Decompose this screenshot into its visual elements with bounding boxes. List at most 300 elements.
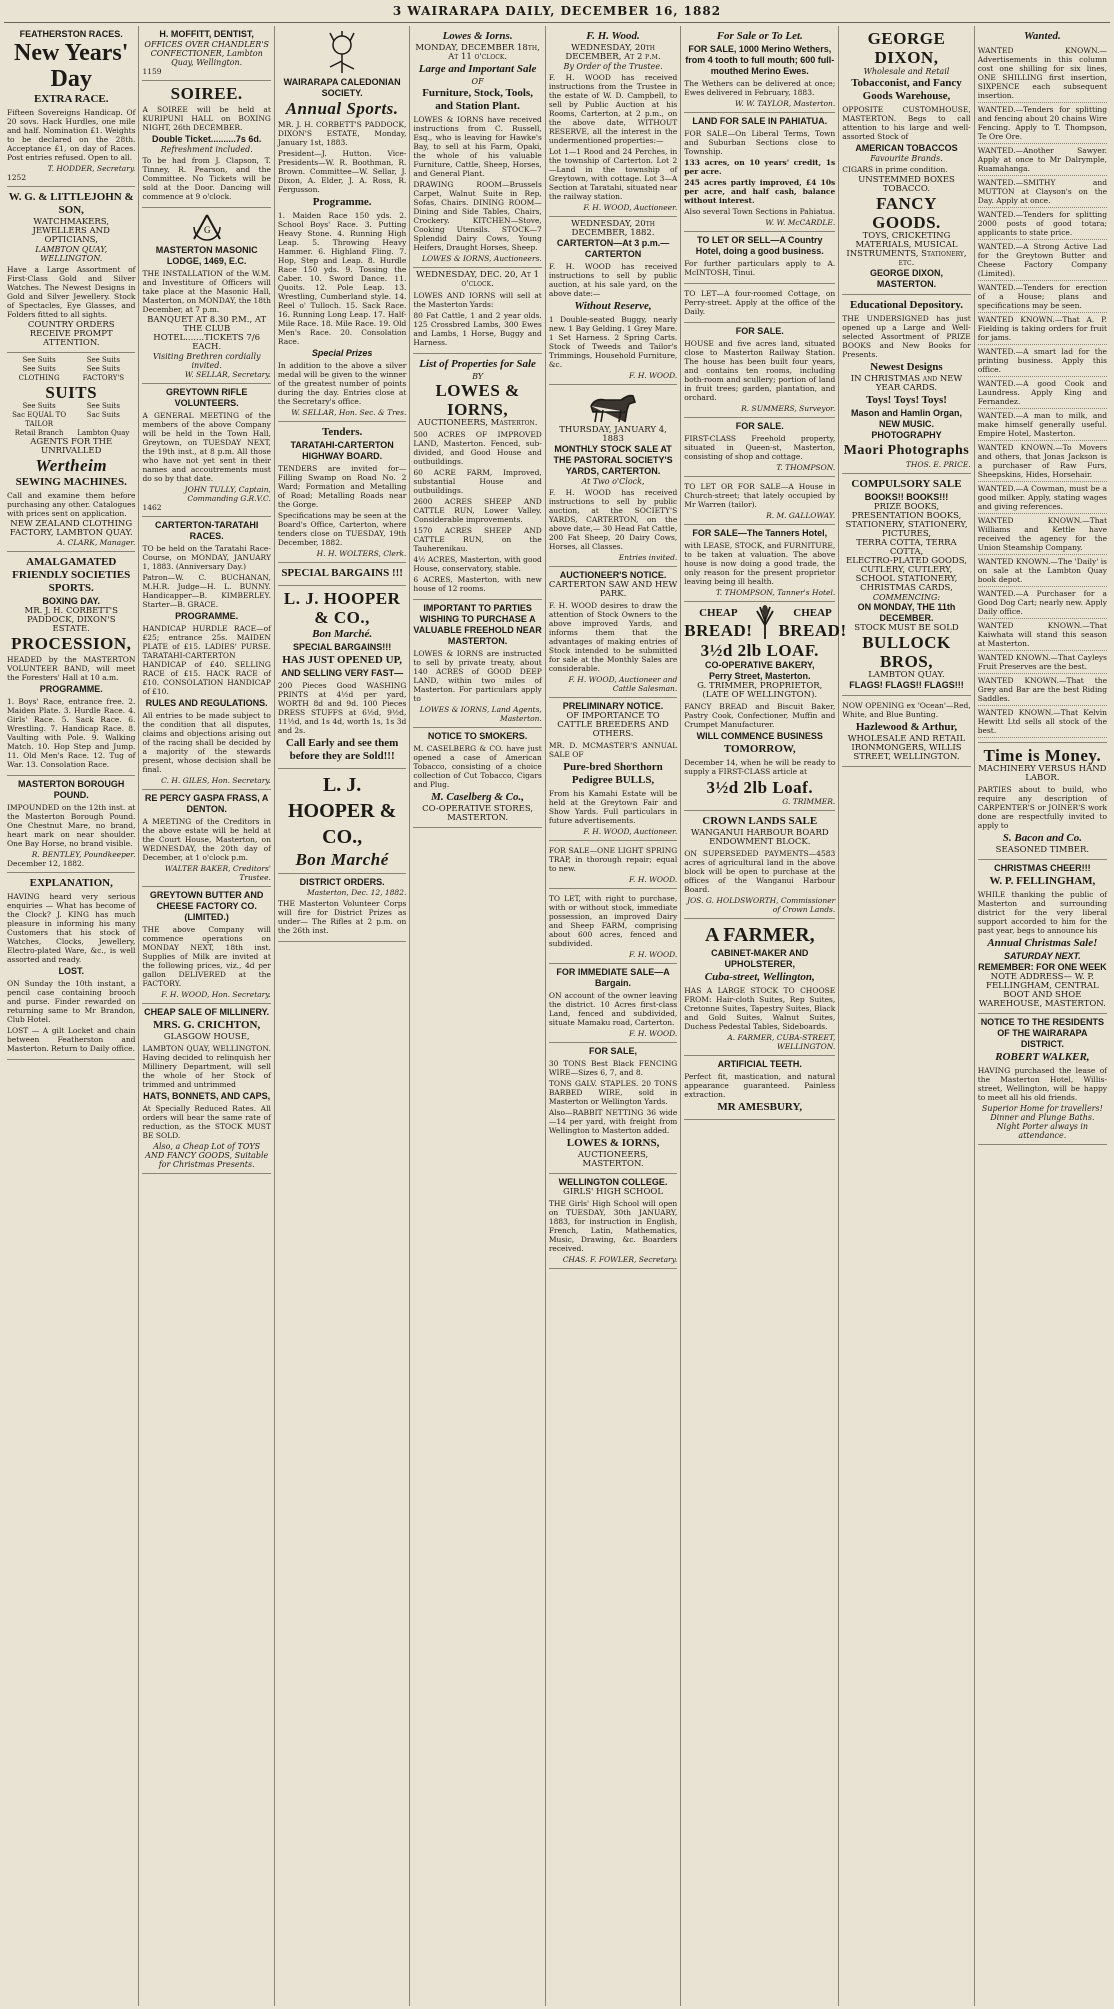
- ad-title: COMPULSORY SALE: [851, 478, 962, 490]
- ad-signature: JOHN TULLY, Captain, Commanding G.R.V.C.: [184, 485, 271, 503]
- ad-body: FOR SALE—On Liberal Terms, Town and Suburban Sections close to Township.: [684, 129, 836, 156]
- ad-subtitle: Bon Marché.: [312, 628, 373, 640]
- ad-headline: Furniture, Stock, Tools, and Station Plant.: [422, 87, 533, 112]
- ad-headline: New Years' Day: [14, 40, 129, 92]
- ad-title: F. H. Wood.: [586, 30, 640, 42]
- ad-body: F. H. WOOD has received instructions from the Trustee in the estate of W. D. Campbell, to sell by Public Auction at his Rooms, Carterton, at 2 p.m., on the above date, WITHOUT RESERVE, all the interest in the undermentioned properties:—: [548, 73, 678, 145]
- ad-subtitle: MACHINERY VERSUS HAND LABOR.: [978, 764, 1107, 783]
- ad-title: IMPORTANT TO PARTIES WISHING TO PURCHASE A VALUABLE FREEHOLD NEAR MASTERTON.: [413, 603, 542, 646]
- list-item: ELECTRO-PLATED GOODS,: [846, 556, 967, 566]
- ad-cottage-to-let: [684, 284, 835, 323]
- list-item: 2600 ACRES SHEEP AND CATTLE RUN, Lower Valley. Considerable improvements.: [413, 497, 542, 524]
- ad-tenders: [278, 422, 406, 563]
- thistle-icon: [278, 31, 406, 75]
- grid-cell: See Suits: [86, 356, 120, 364]
- ad-note: IN CHRISTMAS and NEW YEAR CARDS.: [850, 374, 963, 393]
- ad-caledonian-society: [278, 26, 406, 422]
- ad-name: MRS. G. CRICHTON,: [153, 1019, 261, 1031]
- ad-signature: H. H. WOLTERS, Clerk.: [316, 549, 407, 558]
- wanted-item: WANTED KNOWN.—That Kelvin Hewitt Ltd sells all stock of the best.: [978, 706, 1107, 738]
- ad-body: FANCY BREAD and Biscuit Baker, Pastry Cook, Confectioner, Muffin and Crumpet Manufacturer.: [684, 702, 836, 729]
- ad-signature: Night Porter always in attendance.: [996, 1122, 1089, 1140]
- ad-body: TO LET OR FOR SALE—A House in Church-street; that lately occupied by Mr Warren (tailor).: [684, 482, 836, 509]
- ad-headline: BOOKS!! BOOKS!!!: [864, 492, 949, 502]
- ad-date: Masterton, Dec. 12, 1882.: [306, 888, 407, 897]
- ad-signature: JOS. G. HOLDSWORTH, Commissioner of Crown Lands.: [687, 896, 836, 914]
- grid-cell: Retail Branch: [14, 429, 64, 437]
- ad-signature: C. H. GILES, Hon. Secretary.: [161, 776, 271, 785]
- ad-signature: F. H. WOOD, Auctioneer.: [583, 203, 678, 212]
- ad-signature: T. THOMPSON, Tanner's Hotel.: [715, 588, 836, 597]
- ad-body: LOST — A gilt Locket and chain between Featherston and Masterton. Return to Daily office.: [7, 1026, 136, 1053]
- ad-body: PARTIES about to build, who require any description of CARPENTER'S or JOINER'S work done are respectfully invited to apply to: [977, 785, 1108, 830]
- ad-body: LOWES & IORNS have received instructions from C. Russell, Esq., who is leaving for Hawke's Bay, to sell at his Farm, Opaki, the whole of his valuable Furniture, Cattle, Sheep, Horses, and General Plant.: [413, 115, 542, 178]
- ad-body: TO be held on the Taratahi Race-Course, on MONDAY, JANUARY 1, 1883. (Anniversary Day.): [142, 544, 271, 571]
- wanted-item: WANTED KNOWN.—That Kaiwhata will stand this season at Masterton.: [978, 619, 1107, 651]
- ad-body: 80 Fat Cattle, 1 and 2 year olds. 125 Crossbred Lambs, 300 Ewes and Lambs, 1 Horse, Buggy and Harness.: [413, 311, 542, 347]
- ad-subtitle: CARTERTON SAW AND HEW PARK.: [548, 580, 678, 599]
- ad-body: THE Masterton Volunteer Corps will fire for District Prizes as under— The Rifles at 2 p.m. on the 26th inst.: [277, 899, 407, 935]
- ad-title: Lowes & Iorns.: [442, 30, 513, 42]
- column-5: [546, 26, 681, 2006]
- ad-hooper-bon-marche: [278, 586, 406, 769]
- ad-subtitle: WANGANUI HARBOUR BOARD ENDOWMENT BLOCK.: [690, 828, 829, 847]
- wanted-item: WANTED.—Tenders for erection of a House; plans and specifications may be seen.: [978, 281, 1107, 313]
- wanted-item: WANTED KNOWN.—That the Grey and Bar are the best Riding Saddles.: [978, 674, 1107, 706]
- bread-header: [684, 605, 847, 641]
- ad-title: FOR SALE,: [589, 1046, 638, 1056]
- ad-subtitle: By Order of the Trustee.: [563, 62, 663, 71]
- ad-body: OFFICES OVER CHANDLER'S CONFECTIONER, Lambton Quay, Wellington.: [144, 40, 269, 67]
- ad-friendly-societies: [7, 552, 135, 776]
- ad-body: 200 Pieces Good WASHING PRINTS at 4½d per yard, WORTH 8d and 9d. 100 Pieces DRESS STUFFS at 6½d, 9½d, 11½d, and 1s 4d, worth 1s, 1s 3d and 2s.: [277, 681, 407, 735]
- ad-headline: FLAGS! FLAGS!! FLAGS!!!: [849, 680, 964, 690]
- ad-headline: NEW MUSIC.: [878, 419, 934, 429]
- ad-note: BANQUET AT 8.30 P.M., AT THE CLUB HOTEL.......TICKETS 7/6 EACH.: [147, 315, 267, 352]
- ad-headline: Pure-bred Shorthorn Pedigree BULLS,: [563, 761, 663, 786]
- ad-note: Entries invited.: [618, 553, 678, 562]
- ad-signature: F. H. WOOD.: [629, 1029, 678, 1038]
- ad-subtitle: BOXING DAY.: [42, 596, 101, 606]
- ad-note: UNSTEMMED BOXES TOBACCO.: [858, 175, 955, 194]
- ad-name: MR AMESBURY,: [717, 1101, 803, 1113]
- ad-pastoral-stock-sale: [549, 385, 677, 567]
- grid-cell: See Suits: [22, 402, 56, 410]
- ad-body: 1. Boys' Race, entrance free. 2. Maiden Plate. 3. Hurdle Race. 4. Girls' Race. 5. Sack Race. 6. Wrestling. 7. Handicap Race. 8. Vaulting with Pole. 9. Walking Match. 10. Hop Step and Jump. 11. Old Men's Race. 12. Tug of War. 13. Consolation Race.: [7, 697, 136, 769]
- wanted-item: WANTED KNOWN.—Advertisements in this column cost one shilling for six lines, ONE SHILLING first insertion, SIXPENCE each subsequent insertion.: [978, 44, 1107, 103]
- list-item: 1570 ACRES SHEEP AND CATTLE RUN, on the Tauherenikau.: [413, 526, 542, 553]
- ad-note: COMMENCING:: [872, 593, 941, 602]
- ad-body: 1. Maiden Race 150 yds. 2. School Boys' Race. 3. Putting Heavy Stone. 4. Running High Leap. 5. Throwing Heavy Hammer. 6. Highland Fling. 7. Hop, Step and Leap. 8. Hurdle Race 150 yds. 9. Tossing the Caber. 10. Sword Dance. 11. Quoits. 12. Pole Leap. 13. Wrestling, Cumberland style. 14. Reel o' Tulloch. 15. Sack Race. 16. Running Long Leap. 17. Half-Mile Race. 18. Mile Race. 19. Old Men's Race. 20. Consolation Race.: [277, 211, 407, 346]
- ad-shorthorn-bulls: [549, 698, 677, 841]
- bread-headline: BREAD!: [684, 621, 753, 640]
- ad-carterton-races: [142, 517, 270, 790]
- ad-body: TENDERS are invited for— Filling Swamp on Road No. 2 Ward; Formation and Metalling of Road; Metalling Roads near the Gorge.: [277, 464, 407, 509]
- ad-section-title: RULES AND REGULATIONS.: [145, 698, 268, 708]
- ad-body: F. H. WOOD has received instructions to sell by public auction, at the SOCIETY'S YARDS, CARTERTON, on the above date,— 30 Head Fat Cattle, 200 Fat Sheep, 20 Dairy Cows, Horses, all Classes.: [548, 488, 678, 551]
- ad-notice-to-smokers: [413, 728, 541, 828]
- columns: [4, 26, 1110, 2006]
- ad-title: AUCTIONEER'S NOTICE.: [559, 570, 667, 580]
- ad-body: To be had from J. Clapson, T. Tinney, R. Pearson, and the Committee. No Tickets will be sold at the Door. Dancing will commence at 9 o'clock.: [142, 156, 271, 201]
- ad-body: THE Girls' High School will open on TUESDAY, 30th JANUARY, 1883, for instruction in English, French, Latin, Mathematics, Music, Drawing, &c. Boarders received.: [548, 1199, 678, 1253]
- ad-body: WHILE thanking the public of Masterton and surrounding district for the very liberal support accorded to him for the past year, begs to announce his: [977, 890, 1108, 935]
- ad-name: A FARMER,: [704, 924, 815, 946]
- ad-body: Patron—W. C. BUCHANAN, M.H.R. Judge—H. L. BUNNY. Handicapper—B. KIMBERLEY. Starter—B. GRACE.: [142, 573, 271, 609]
- ad-body: LOWES AND IORNS will sell at the Masterton Yards:: [413, 291, 542, 309]
- ad-body: M. CASELBERG & CO. have just opened a case of American Tobacco, consisting of a choice collection of Cut Tobacco, Cigars and Plug.: [413, 744, 542, 789]
- ad-auctioneers-notice: [549, 567, 677, 698]
- ad-headline: PHOTOGRAPHY: [871, 430, 942, 440]
- ad-title: H. MOFFITT, DENTIST,: [159, 29, 254, 39]
- ad-title: Time is Money.: [983, 746, 1102, 765]
- wheat-sheaf-icon: [752, 605, 778, 641]
- ad-title: List of Properties for Sale: [419, 358, 536, 370]
- ad-dentist-moffitt: [142, 26, 270, 81]
- ad-signature: W. W. TAYLOR, Masterton.: [734, 99, 836, 108]
- ad-title: GREYTOWN BUTTER AND CHEESE FACTORY CO. (LIMITED.): [149, 890, 264, 922]
- grid-cell: Sac Suits: [86, 411, 120, 419]
- list-item: CUTLERY, CUTLERY,: [860, 565, 953, 575]
- list-item: 4½ ACRES, Masterton, with good House, conservatory, stable.: [413, 555, 542, 573]
- ad-date: WEDNESDAY, 20th DECEMBER, At 2 p.m.: [565, 43, 661, 62]
- ad-headline: HAS JUST OPENED UP,: [282, 654, 403, 666]
- ad-title: TARATAHI-CARTERTON HIGHWAY BOARD.: [290, 440, 394, 461]
- ad-lowes-furniture-sale: [413, 26, 541, 268]
- ad-address: Cuba-street, Wellington,: [704, 971, 815, 983]
- ad-george-dixon: [842, 26, 970, 295]
- grid-cell: FACTORY'S: [82, 374, 125, 382]
- ad-signature: F. H. WOOD, Auctioneer.: [583, 827, 678, 836]
- wanted-item: WANTED.—Tenders for splitting 2000 posts of good totara; applicants to state price.: [978, 208, 1107, 240]
- ad-subtitle: Favourite Brands.: [870, 154, 943, 163]
- ad-body: HAS A LARGE STOCK TO CHOOSE FROM: Hair-cloth Suites, Rep Suites, Cretonne Suites, Tapestry Suites, Black and Gold Suites, Walnut Suites, Duchess Pedestal Tables, Sideboards.: [684, 986, 836, 1031]
- ad-signature: A. CLARK, Manager.: [57, 538, 136, 547]
- ad-title: W. G. & LITTLEJOHN & SON,: [8, 191, 134, 216]
- ad-compulsory-sale: [842, 474, 970, 696]
- ad-body: HANDICAP HURDLE RACE—of £25; entrance 25s. MAIDEN PLATE of £15. LADIES' PURSE. TARATAHI-CARTERTON HANDICAP of £40. SELLING RACE of £15. HACK RACE of £10. CONSOLATION HANDICAP of £10.: [142, 624, 271, 696]
- ad-headline: Annual Christmas Sale!: [987, 937, 1098, 949]
- section-title: For Sale or To Let.: [716, 30, 803, 42]
- ad-name: CO-OPERATIVE BAKERY,: [705, 660, 815, 670]
- ad-cheap-bread: [684, 602, 847, 811]
- ad-body: THE INSTALLATION of the W.M. and Investiture of Officers will take place at the Masonic Hall, Masterton, on MONDAY, the 18th December, at 7 p.m.: [142, 269, 271, 314]
- ad-borough-pound: [7, 776, 135, 873]
- ad-house-five-acres: [684, 323, 835, 418]
- ad-body: December 14, when he will be ready to supply a FIRST-CLASS article at: [684, 758, 836, 776]
- ad-section-title: Programme.: [312, 196, 372, 208]
- ad-hazlewood-arthur: [842, 696, 970, 767]
- wanted-item: WANTED.—A smart lad for the printing business. Apply this office.: [978, 345, 1107, 377]
- ad-subtitle: Wholesale and Retail: [863, 67, 950, 76]
- column-6: [681, 26, 847, 2006]
- wanted-item: WANTED.—A Purchaser for a Good Dog Cart; nearly new. Apply Daily office.: [978, 587, 1107, 619]
- ad-robert-walker: [978, 1014, 1107, 1145]
- wanted-item: WANTED KNOWN.—That Williams and Kettle have received the agency for the Union Steamship Company.: [978, 514, 1107, 555]
- ad-crichton-millinery: [142, 1004, 270, 1174]
- wanted-item: WANTED.—A Cowman, must be a good milker. Apply, stating wages and giving references.: [978, 482, 1107, 514]
- ad-title: TO LET OR SELL—A Country Hotel, doing a good business.: [695, 235, 824, 256]
- ad-date: WEDNESDAY, 20th DECEMBER, 1882.: [571, 219, 655, 238]
- ad-title: CARTERTON—At 3 p.m.—CARTERTON: [556, 238, 670, 259]
- ad-body: MR. J. H. CORBETT'S PADDOCK, DIXON'S ESTATE.: [24, 606, 118, 634]
- ad-title: FOR IMMEDIATE SALE—A Bargain.: [556, 967, 670, 988]
- ad-subtitle: CABINET-MAKER AND UPHOLSTERER,: [711, 948, 809, 969]
- ad-title: AMALGAMATED FRIENDLY SOCIETIES SPORTS.: [12, 556, 131, 594]
- ad-title: MASTERTON MASONIC LODGE, 1469, E.C.: [155, 245, 258, 266]
- grid-cell: Sac EQUAL TO TAILOR: [12, 411, 67, 428]
- ad-title: FOR SALE.: [735, 421, 784, 431]
- ad-greytown-rifles: [142, 384, 270, 517]
- ad-headline: Newest Designs: [870, 361, 943, 373]
- ad-ref: 1462: [142, 503, 162, 512]
- suits-grid-2: [7, 402, 135, 438]
- ad-title: SOIREE.: [170, 84, 243, 103]
- ad-body: For further particulars apply to A. McINTOSH, Tinui.: [684, 259, 836, 277]
- ad-title: CROWN LANDS SALE: [702, 815, 818, 827]
- ad-body: All entries to be made subject to the condition that all disputes, claims and objections arising out of the racing shall be decided by a majority of the stewards present, whose decision shall be final.: [142, 711, 271, 774]
- ad-body: FIRST-CLASS Freehold property, situated in Queen-st, Masterton, consisting of shop and cottage.: [684, 434, 836, 461]
- suits-grid: [7, 356, 135, 383]
- bread-left: [684, 606, 752, 640]
- ad-headline: Annual Sports.: [285, 99, 399, 118]
- ad-body: The Wethers can be delivered at once; Ewes delivered in February, 1883.: [684, 79, 836, 97]
- ad-body: with LEASE, STOCK, and FURNITURE, to be taken at valuation. The above house is now doing a good trade, the only reason for the present proprietor leaving being ill health.: [684, 541, 836, 586]
- ad-date: WEDNESDAY, DEC. 20, At 1 o'clock.: [416, 270, 540, 289]
- ad-title: ARTIFICIAL TEETH.: [717, 1059, 802, 1069]
- bread-label: CHEAP: [793, 607, 832, 619]
- ad-brand: Wertheim: [35, 456, 108, 475]
- ad-body: NOW OPENING ex 'Ocean'—Red, White, and Blue Bunting.: [842, 701, 971, 719]
- svg-text:G: G: [203, 225, 211, 235]
- ad-headline: HATS, BONNETS, AND CAPS,: [143, 1091, 271, 1101]
- wanted-item: WANTED.—Tenders for splitting and fencing about 20 chains Wire Fencing. Apply to T. Thompson, Te Ore Ore.: [978, 103, 1107, 144]
- list-item: 245 acres partly improved, £4 10s per acre, and half cash, balance without interest.: [684, 178, 836, 205]
- ad-title: MONTHLY STOCK SALE AT THE PASTORAL SOCIETY'S YARDS, CARTERTON.: [553, 444, 673, 476]
- ad-date: THURSDAY, JANUARY 4, 1883: [559, 425, 667, 444]
- ad-subtitle: WATCHMAKERS, JEWELLERS AND OPTICIANS,: [32, 217, 110, 245]
- ad-ref: 1159: [142, 67, 162, 76]
- ad-body: Perfect fit, mastication, and natural appearance guaranteed. Painless extraction.: [684, 1072, 836, 1099]
- ad-body: FOR SALE—ONE LIGHT SPRING TRAP, in thorough repair; equal to new.: [548, 846, 678, 873]
- ad-lowes-cattle-sale: [413, 268, 541, 354]
- wanted-item: WANTED.—A Strong Active Lad for the Greytown Butter and Cheese Factory Company (Limited).: [978, 240, 1107, 281]
- masthead: 3 WAIRARAPA DAILY, DECEMBER 16, 1882: [4, 4, 1110, 23]
- ad-headline: Without Reserve,: [574, 300, 652, 312]
- ad-headline: Tobacconist, and Fancy Goods Warehouse,: [851, 77, 962, 102]
- grid-cell: See Suits: [86, 365, 120, 373]
- ad-body: DRAWING ROOM—Brussels Carpet, Walnut Suite in Rep, Sofas, Chairs. DINING ROOM—Dining and Side Tables, Chairs, Crockery. KITCHEN—Stove, Cooking Utensils. STOCK—7 Splendid Dairy Cows, Young Heifers, Draught Horses, Sheep.: [413, 180, 542, 252]
- list-item: CHRISTMAS CARDS,: [860, 583, 953, 593]
- ad-signature: W. W. McCARDLE.: [765, 218, 836, 227]
- ad-fellingham-christmas: [978, 860, 1107, 1014]
- ad-signature: A. FARMER, CUBA-STREET, WELLINGTON.: [727, 1033, 836, 1051]
- ad-body: CIGARS in prime condition.: [842, 165, 948, 174]
- ad-address: LAMBTON QUAY.: [868, 670, 945, 680]
- ad-signature: CHAS. F. FOWLER, Secretary.: [562, 1255, 678, 1264]
- ad-title: DISTRICT ORDERS.: [299, 877, 385, 887]
- ad-title: FEATHERSTON RACES.: [19, 29, 123, 39]
- ad-name: S. Bacon and Co.: [1002, 832, 1082, 844]
- ad-price: Double Ticket..........7s 6d.: [151, 134, 262, 144]
- ad-name: W. P. FELLINGHAM,: [989, 875, 1096, 887]
- ad-wood-trustee-sale: [549, 26, 677, 217]
- bread-headline: BREAD!: [778, 621, 847, 640]
- ad-subtitle: G. TRIMMER, PROPRIETOR, (LATE OF WELLINGTON).: [697, 681, 823, 700]
- ad-name: M. Caselberg & Co.,: [431, 791, 525, 803]
- ad-name: L. J. HOOPER & CO.,: [283, 589, 401, 627]
- ad-signature: W. SELLAR, Hon. Sec. & Tres.: [291, 408, 407, 417]
- ad-body: Fifteen Sovereigns Handicap. Of 20 sovs. Hack Hurdles, one mile and half. Nomination £1. Weights to be declared on the 28th. Acceptance £1, on day of Races. Post entries refused. Open to all.: [7, 108, 136, 162]
- ad-freehold-queen-st: [684, 418, 835, 477]
- ad-subtitle: WHOLESALE AND RETAIL IRONMONGERS, WILLIS STREET, WELLINGTON.: [847, 734, 966, 762]
- ad-ref: 1252: [7, 173, 27, 182]
- ad-body: OPPOSITE CUSTOMHOUSE, MASTERTON. Begs to call attention to his large and well-assorted Stock of: [842, 105, 971, 141]
- ad-body: President—J. Hutton. Vice-Presidents—W. R. Boothman, R. Brown. Committee—W. Sellar, J. Dixon, A. Elder, J. A. Ross, R. Fergusson.: [277, 149, 407, 194]
- column-3: [275, 26, 410, 2006]
- ad-body: In addition to the above a silver medal will be given to the winner of the greatest number of points during the day. Entries close at the Secretary's office.: [277, 361, 407, 406]
- ad-subtitle: AUCTIONEERS, Masterton.: [417, 418, 538, 428]
- ad-title: EXPLANATION,: [29, 877, 113, 889]
- grid-cell: CLOTHING: [18, 374, 60, 382]
- ad-merino-wethers: [684, 26, 835, 113]
- ad-subtitle: AUCTIONEERS, MASTERTON.: [577, 1150, 649, 1169]
- ad-callout: Call Early and see them before they are Sold!!!: [285, 737, 399, 762]
- ad-body: At Specially Reduced Rates. All orders will bear the same rate of reduction, as the STOCK MUST BE SOLD.: [142, 1104, 271, 1140]
- ad-note: Visiting Brethren cordially invited.: [152, 352, 261, 370]
- ad-signature: F. H. WOOD, Hon. Secretary.: [161, 990, 271, 999]
- ad-title: RE PERCY GASPA FRASS, A DENTON.: [144, 793, 269, 814]
- ad-signature: LOWES & IORNS, Land Agents, Masterton.: [419, 705, 542, 723]
- ad-price: 3½d 2lb LOAF.: [700, 641, 819, 660]
- list-item: Also several Town Sections in Pahiatua.: [684, 207, 836, 216]
- ad-note: SEASONED TIMBER.: [995, 845, 1090, 855]
- ad-body: A GENERAL MEETING of the members of the above Company will be held in the Town Hall, Greytown, on TUESDAY NEXT, the 19th inst., at 8 p.m. All those who have not yet sent in their names and accoutrements must do so by that date.: [142, 411, 271, 483]
- ad-price: 3½d 2lb Loaf.: [706, 778, 814, 797]
- ad-headline: PROCESSION,: [11, 634, 132, 653]
- ad-title: LAND FOR SALE IN PAHIATUA.: [692, 116, 828, 126]
- ad-name: Hazlewood & Arthur,: [855, 721, 958, 733]
- grid-cell: See Suits: [22, 365, 56, 373]
- ad-body: ON Sunday the 10th instant, a pencil case containing brooch and purse. Finder rewarded on returning same to Mr Brandon, Club Hotel.: [7, 979, 136, 1024]
- ad-title: FOR SALE.: [735, 326, 784, 336]
- ad-section-title: Special Prizes: [311, 348, 373, 358]
- ad-headline: AMERICAN TOBACCOS: [855, 143, 958, 153]
- ad-farmer-cabinet-maker: [684, 919, 835, 1056]
- ad-subtitle: Bon Marché: [295, 850, 389, 869]
- ad-note: STOCK MUST BE SOLD: [854, 623, 959, 633]
- ad-title: FOR SALE—The Tanners Hotel,: [692, 528, 828, 538]
- ad-signature: W. SELLAR, Secretary.: [184, 370, 271, 379]
- ad-clothing-factory: [7, 353, 135, 552]
- ad-signature: WALTER BAKER, Creditors' Trustee.: [164, 864, 271, 882]
- ad-body: HEADED by the MASTERTON VOLUNTEER BAND, will meet the Foresters' Hall at 10 a.m.: [7, 655, 136, 682]
- ad-note: AGENTS FOR THE UNRIVALLED: [30, 437, 113, 456]
- wanted-section: [978, 26, 1107, 743]
- ad-subtitle: OF IMPORTANCE TO CATTLE BREEDERS AND OTHERS.: [557, 711, 669, 739]
- ad-date: SATURDAY NEXT.: [1003, 951, 1081, 961]
- ad-featherston-races: [7, 26, 135, 187]
- ad-special-bargains: [278, 563, 406, 586]
- ad-signature: F. H. WOOD, Auctioneer and Cattle Salesman.: [568, 675, 678, 693]
- ad-title: CHRISTMAS CHEER!!!: [994, 863, 1091, 873]
- ad-country-hotel: [684, 232, 835, 284]
- ad-immediate-sale: [549, 964, 677, 1043]
- ad-signature: R. BENTLEY, Poundkeeper.: [31, 850, 136, 859]
- ad-signature: T. THOMPSON.: [776, 463, 836, 472]
- ad-church-st-house: [684, 477, 835, 525]
- ad-littlejohn: [7, 187, 135, 353]
- ad-headline: Large and Important Sale: [418, 63, 537, 75]
- ad-headline: FOR SALE, 1000 Merino Wethers, from 4 tooth to full mouth; 600 full-mouthed Merino Ewes.: [685, 44, 835, 76]
- ad-note: Superior Home for travellers! Dinner and Plunge Baths.: [981, 1104, 1103, 1122]
- ad-body: F. H. WOOD has received instructions to sell by public auction, at his sale yard, on the above date:—: [548, 262, 678, 298]
- ad-name: BULLOCK BROS,: [862, 633, 951, 671]
- ad-section-title: PROGRAMME.: [39, 684, 103, 694]
- ad-freehold-notice: [413, 600, 541, 728]
- ad-masonic-lodge: [142, 208, 270, 384]
- ad-subtitle: At Two o'Clock,: [581, 477, 645, 486]
- ad-properties-for-sale: [413, 354, 541, 600]
- ad-company: NEW ZEALAND CLOTHING FACTORY, LAMBTON QUAY.: [9, 519, 133, 538]
- ad-crown-lands: [684, 811, 835, 919]
- ad-wood-carterton-sale: [549, 217, 677, 385]
- list-item: 6 ACRES, Masterton, with new house of 12 rooms.: [413, 575, 542, 593]
- ad-body: 30 TONS Best Black FENCING WIRE—Sizes 6, 7, and 8.: [548, 1059, 678, 1077]
- ad-body: THE UNDERSIGNED has just opened up a Large and Well-selected Assortment of PRIZE BOOKS and New Books for Presents.: [842, 314, 971, 359]
- ad-title: PRELIMINARY NOTICE.: [562, 701, 664, 711]
- ad-body: LOWES & IORNS are instructed to sell by private treaty, about 140 ACRES of GOOD DEEP LAND, within two miles of Masterton. For particulars apply to: [413, 649, 542, 703]
- ad-headline: Toys! Toys! Toys!: [866, 394, 947, 406]
- ad-tanners-hotel: [684, 525, 835, 602]
- ad-connector: OF: [471, 77, 484, 86]
- ad-body: F. H. WOOD desires to draw the attention of Stock Owners to the above improved Yards, and informs them that the advantages of making entries of Stock intended to be submitted for sale at the Monthly Sales are considerable.: [548, 601, 678, 673]
- wanted-item: WANTED KNOWN.—To Movers and others, that Jonas Jackson is a purchaser of Raw Furs, Sheepskins, Hides, Horsehair.: [978, 441, 1107, 482]
- ad-date: ON MONDAY, THE 11th DECEMBER.: [857, 602, 956, 623]
- ad-note: Refreshment included.: [160, 145, 253, 154]
- ad-signature: F. H. WOOD.: [629, 875, 678, 884]
- ad-title: CHEAP SALE OF MILLINERY.: [144, 1007, 270, 1017]
- ad-body: 1 Double-seated Buggy, nearly new. 1 Bay Gelding. 1 Grey Mare. 1 Set Harness. 2 Spring Carts. Stock of Tweeds and Tailor's Trimmings, Household Furniture, &c.: [548, 315, 678, 369]
- ad-signature: F. H. WOOD.: [629, 371, 678, 380]
- column-8: [975, 26, 1110, 2006]
- ad-body: TONS GALV. STAPLES. 20 TONS BARBED WIRE, sold in Masterton or Wellington Yards.: [548, 1079, 678, 1106]
- ad-title: CARTERTON-TARATAHI RACES.: [155, 520, 259, 541]
- ad-signature: R. M. GALLOWAY.: [766, 511, 836, 520]
- ad-address: NOTE ADDRESS— W. P. FELLINGHAM, CENTRAL BOOT AND SHOE WAREHOUSE, MASTERTON.: [978, 972, 1106, 1009]
- horse-icon: [549, 390, 677, 424]
- ad-date: December 12, 1882.: [7, 859, 85, 868]
- ad-explanation: [7, 873, 135, 1060]
- ad-address: LAMBTON QUAY, WELLINGTON.: [35, 245, 108, 263]
- ad-soiree: [142, 81, 270, 208]
- ad-pahiatua-land: [684, 113, 835, 232]
- ad-headline: WILL COMMENCE BUSINESS: [696, 731, 823, 741]
- ad-headline: SPECIAL BARGAINS!!!: [292, 642, 392, 652]
- ad-body: HAVING purchased the lease of the Masterton Hotel, Willis-street, Wellington, will be happy to meet all his old friends.: [977, 1066, 1108, 1102]
- ad-subtitle: GLASGOW HOUSE,: [163, 1032, 250, 1042]
- ad-body: From his Kamahi Estate will be held at the Greytown Fair and Show Yards. Full particulars in future advertisements.: [548, 789, 678, 825]
- ad-wellington-college: [549, 1174, 677, 1269]
- ad-educational-depository: [842, 295, 970, 474]
- ad-section-title: LOST.: [58, 966, 84, 976]
- ad-body: Call and examine them before purchasing any other. Catalogues with prices sent on application.: [7, 491, 136, 518]
- ad-title: WAIRARAPA CALEDONIAN SOCIETY.: [283, 77, 401, 98]
- column-2: [139, 26, 274, 2006]
- ad-callout: REMEMBER: FOR ONE WEEK: [978, 962, 1107, 972]
- column-7: [839, 26, 974, 2006]
- ad-note: TOYS, CRICKETING MATERIALS, MUSICAL INSTRUMENTS, Stationery, etc.: [846, 231, 967, 268]
